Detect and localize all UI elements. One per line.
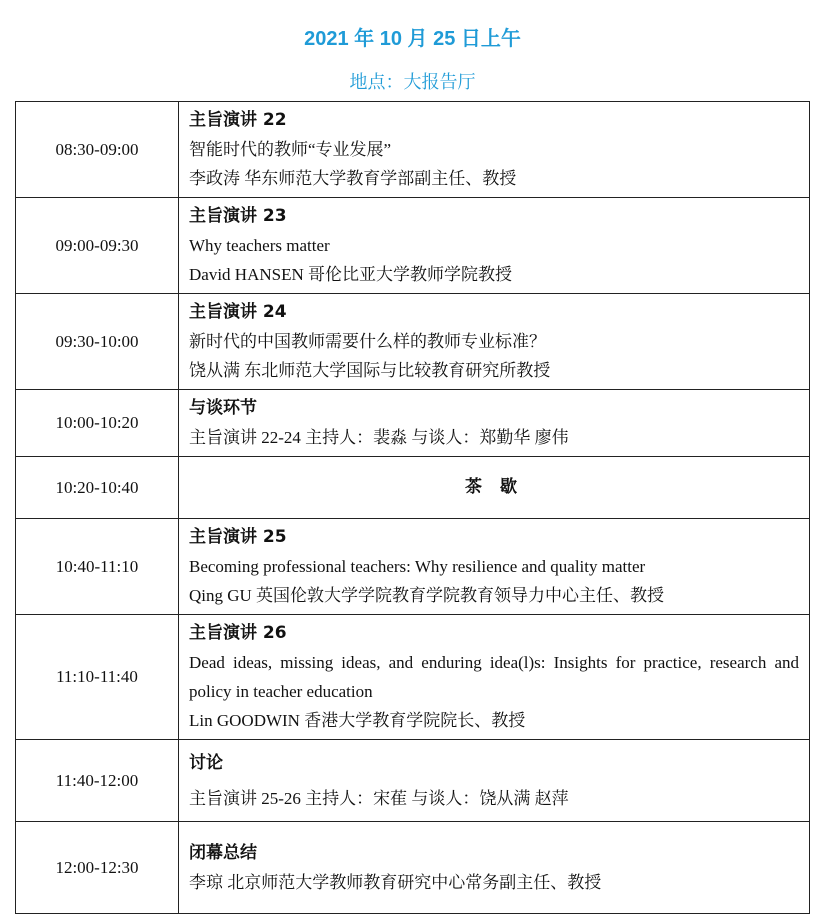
session-topic: Why teachers matter [189, 236, 330, 255]
session-speaker: Qing GU 英国伦敦大学学院教育学院教育领导力中心主任、教授 [189, 586, 665, 605]
venue-heading: 地点：大报告厅 [349, 72, 476, 93]
time-cell: 09:00-09:30 [16, 198, 179, 294]
session-moderators: 主旨演讲 22-24 主持人：裴淼 与谈人：郑勤华 廖伟 [189, 428, 569, 447]
session-topic: Becoming professional teachers: Why resilience and quality matter [189, 557, 646, 576]
session-topic: 智能时代的教师“专业发展” [189, 140, 392, 159]
schedule-table [15, 101, 810, 914]
session-title: 主旨演讲 26 [189, 623, 287, 643]
session-title: 闭幕总结 [189, 842, 257, 863]
session-cell [179, 740, 810, 822]
session-topic: 新时代的中国教师需要什么样的教师专业标准？ [189, 332, 546, 351]
schedule-date-heading: 2021 年 10 月 25 日上午 [304, 28, 521, 50]
session-speaker: Lin GOODWIN 香港大学教育学院院长、教授 [189, 711, 526, 730]
session-cell [179, 390, 810, 457]
table-row [16, 822, 810, 914]
session-title: 主旨演讲 23 [189, 206, 287, 226]
session-cell [179, 822, 810, 914]
time-cell: 10:40-11:10 [16, 519, 179, 615]
table-row [16, 102, 810, 198]
session-title: 主旨演讲 24 [189, 302, 287, 322]
session-cell [179, 198, 810, 294]
session-speaker: 饶从满 东北师范大学国际与比较教育研究所教授 [189, 361, 551, 380]
time-cell: 10:20-10:40 [16, 457, 179, 519]
time-cell: 10:00-10:20 [16, 390, 179, 457]
session-cell [179, 102, 810, 198]
time-cell: 12:00-12:30 [16, 822, 179, 914]
time-cell: 08:30-09:00 [16, 102, 179, 198]
session-title: 与谈环节 [189, 398, 257, 418]
time-cell: 11:10-11:40 [16, 615, 179, 740]
session-speaker: David HANSEN 哥伦比亚大学教师学院教授 [189, 265, 512, 284]
session-moderators: 主旨演讲 25-26 主持人：宋萑 与谈人：饶从满 赵萍 [189, 788, 569, 808]
session-topic: Dead ideas, missing ideas, and enduring idea(l)s: Insights for practice, research and policy in teacher education [189, 653, 799, 701]
table-row [16, 390, 810, 457]
table-row [16, 294, 810, 390]
session-title: 主旨演讲 22 [189, 110, 287, 130]
session-title: 主旨演讲 25 [189, 527, 287, 547]
table-row [16, 615, 810, 740]
table-row [16, 740, 810, 822]
session-cell [179, 519, 810, 615]
session-speaker: 李琼 北京师范大学教师教育研究中心常务副主任、教授 [189, 872, 602, 892]
session-cell [179, 615, 810, 740]
table-row [16, 519, 810, 615]
session-title: 讨论 [189, 752, 223, 773]
table-row [16, 198, 810, 294]
time-cell: 09:30-10:00 [16, 294, 179, 390]
session-cell [179, 294, 810, 390]
session-speaker: 李政涛 华东师范大学教育学部副主任、教授 [189, 169, 517, 188]
time-cell: 11:40-12:00 [16, 740, 179, 822]
tea-break-label: 茶 歇 [179, 457, 810, 519]
table-row [16, 457, 810, 519]
